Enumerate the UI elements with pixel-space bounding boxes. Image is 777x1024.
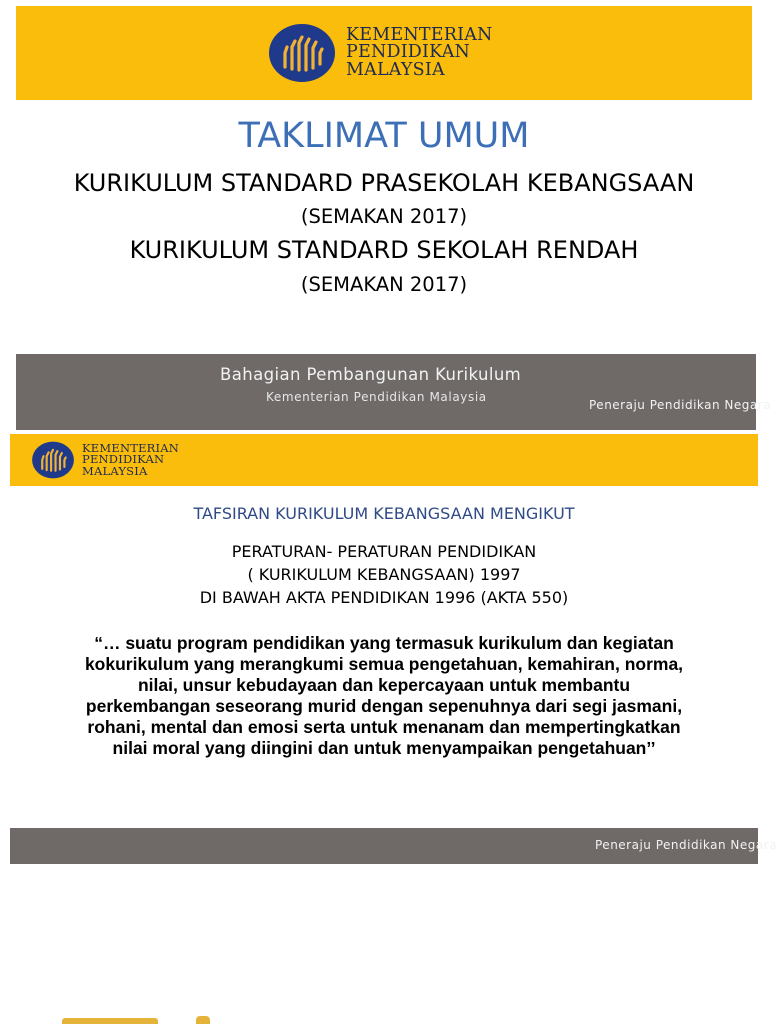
next-slide-edge xyxy=(196,1016,210,1024)
kpm-emblem-icon xyxy=(268,23,336,83)
footer-motto: Peneraju Pendidikan Negara xyxy=(589,398,772,412)
quote-line: nilai, unsur kebudayaan dan kepercayaan untuk membantu xyxy=(137,675,631,695)
slide-taklimat-umum xyxy=(0,0,772,432)
subtitle-line-4: (SEMAKAN 2017) xyxy=(300,273,468,296)
quote-line: “… suatu program pendidikan yang termasuk kurikulum dan kegiatan xyxy=(94,633,674,653)
slide-tafsiran-kurikulum xyxy=(0,432,777,872)
footer-band xyxy=(10,828,777,864)
logo-line-1: KEMENTERIAN xyxy=(346,24,493,45)
kpm-logo xyxy=(30,441,179,479)
logo-line-1: KEMENTERIAN xyxy=(82,440,180,455)
next-slide-edge xyxy=(62,1018,158,1024)
peraturan-line: DI BAWAH AKTA PENDIDIKAN 1996 (AKTA 550) xyxy=(199,588,569,607)
footer-band xyxy=(16,354,772,430)
kpm-wordmark xyxy=(346,24,493,80)
slide-title: TAKLIMAT UMUM xyxy=(238,116,530,156)
footer-motto: Peneraju Pendidikan Negara xyxy=(595,838,777,852)
subtitle-line-2: (SEMAKAN 2017) xyxy=(300,205,468,228)
logo-line-3: MALAYSIA xyxy=(346,59,445,80)
footer-subtitle: Kementerian Pendidikan Malaysia xyxy=(266,390,487,404)
logo-line-2: PENDIDIKAN xyxy=(346,42,471,63)
quote-line: nilai moral yang diingini dan untuk menyampaikan pengetahuan’’ xyxy=(112,738,656,758)
quote-line: perkembangan seseorang murid dengan sepenuhnya dari segi jasmani, xyxy=(85,696,683,716)
peraturan-line: ( KURIKULUM KEBANGSAAN) 1997 xyxy=(247,565,521,584)
kpm-wordmark xyxy=(82,440,180,478)
peraturan-line: PERATURAN- PERATURAN PENDIDIKAN xyxy=(231,542,537,561)
quote-line: rohani, mental dan emosi serta untuk menanam dan mempertingkatkan xyxy=(87,717,681,737)
logo-line-2: PENDIDIKAN xyxy=(82,452,165,467)
peraturan-block xyxy=(0,540,768,609)
logo-line-3: MALAYSIA xyxy=(82,463,148,478)
subtitle-line-3: KURIKULUM STANDARD SEKOLAH RENDAH xyxy=(129,236,639,264)
kpm-logo xyxy=(268,23,493,83)
section-heading: TAFSIRAN KURIKULUM KEBANGSAAN MENGIKUT xyxy=(193,504,575,523)
footer-title: Bahagian Pembangunan Kurikulum xyxy=(220,365,522,384)
quote-line: kokurikulum yang merangkumi semua pengetahuan, kemahiran, norma, xyxy=(84,654,684,674)
subtitle-line-1: KURIKULUM STANDARD PRASEKOLAH KEBANGSAAN xyxy=(73,169,695,197)
kpm-emblem-icon xyxy=(30,441,76,479)
definition-quote xyxy=(0,633,768,759)
